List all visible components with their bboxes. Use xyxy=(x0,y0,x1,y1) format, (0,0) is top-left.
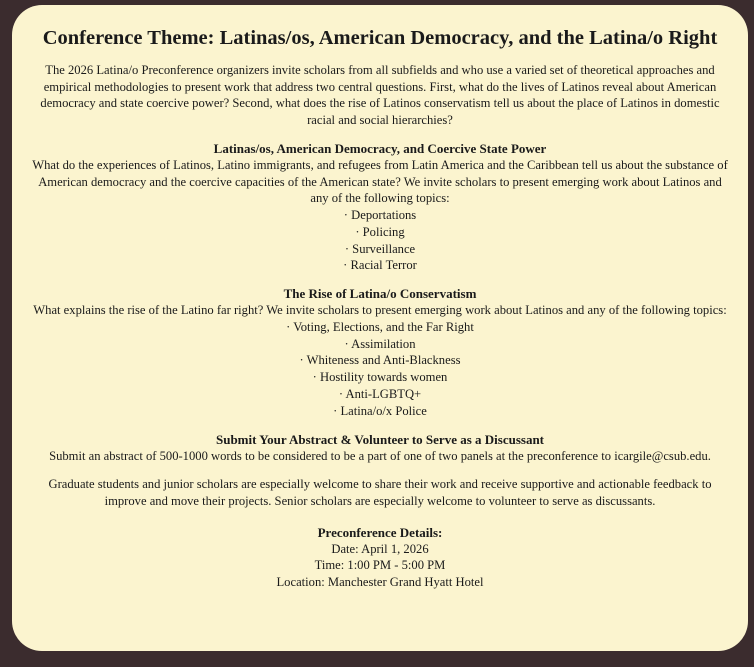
submission-paragraph: Submit an abstract of 500-1000 words to be considered to be a part of one of two panels at the preconference to icargile@csub.edu. xyxy=(49,448,711,463)
topic-list xyxy=(30,319,730,420)
scholars-paragraph: Graduate students and junior scholars are especially welcome to share their work and receive supportive and actionable feedback to improve and move their projects. Senior scholars are especially welcome to volunteer to serve as discussants. xyxy=(48,477,712,508)
section-coercive-state-power xyxy=(30,140,730,274)
details-heading: Preconference Details: xyxy=(317,524,443,540)
list-item: · Anti-LGBTQ+ xyxy=(338,387,422,401)
section-heading: The Rise of Latina/o Conservatism xyxy=(283,286,477,302)
list-item: · Latina/o/x Police xyxy=(333,403,427,418)
list-item: · Whiteness and Anti-Blackness xyxy=(299,353,461,368)
section-submit-abstract xyxy=(30,431,730,510)
announcement-card xyxy=(12,5,748,651)
list-item: · Hostility towards women xyxy=(312,370,448,385)
page-title: Conference Theme: Latinas/os, American Democracy, and the Latina/o Right xyxy=(42,27,718,49)
list-item: · Policing xyxy=(355,224,405,239)
section-latino-conservatism xyxy=(30,285,730,419)
topic-list xyxy=(30,207,730,274)
list-item: · Assimilation xyxy=(344,336,416,351)
section-heading: Submit Your Abstract & Volunteer to Serve as a Discussant xyxy=(215,431,545,447)
list-item: · Racial Terror xyxy=(343,258,417,273)
section-heading: Latinas/os, American Democracy, and Coercive State Power xyxy=(213,140,547,156)
details-time: Time: 1:00 PM - 5:00 PM xyxy=(314,558,446,573)
details-location: Location: Manchester Grand Hyatt Hotel xyxy=(276,575,484,590)
list-item: · Voting, Elections, and the Far Right xyxy=(286,319,474,334)
list-item: · Deportations xyxy=(343,207,417,222)
list-item: · Surveillance xyxy=(344,241,416,256)
intro-paragraph: The 2026 Latina/o Preconference organizers invite scholars from all subfields and who use a varied set of theoretical approaches and empirical methodologies to present work that address two central questions. First, what do the lives of Latinos reveal about American democracy and state coercive power? Second, what does the rise of Latinos conservatism tell us about the place of Latinos in domestic racial and social hierarchies? xyxy=(40,63,720,128)
section-body: What explains the rise of the Latino far right? We invite scholars to present emerging work about Latinos and any of the following topics: xyxy=(33,303,727,318)
details-date: Date: April 1, 2026 xyxy=(331,541,429,556)
section-body: What do the experiences of Latinos, Latino immigrants, and refugees from Latin America and the Caribbean tell us about the substance of American democracy and the coercive capacities of the American state? We invite scholars to present emerging work about Latinos and any of the following topics: xyxy=(32,157,728,206)
preconference-details xyxy=(30,524,730,591)
